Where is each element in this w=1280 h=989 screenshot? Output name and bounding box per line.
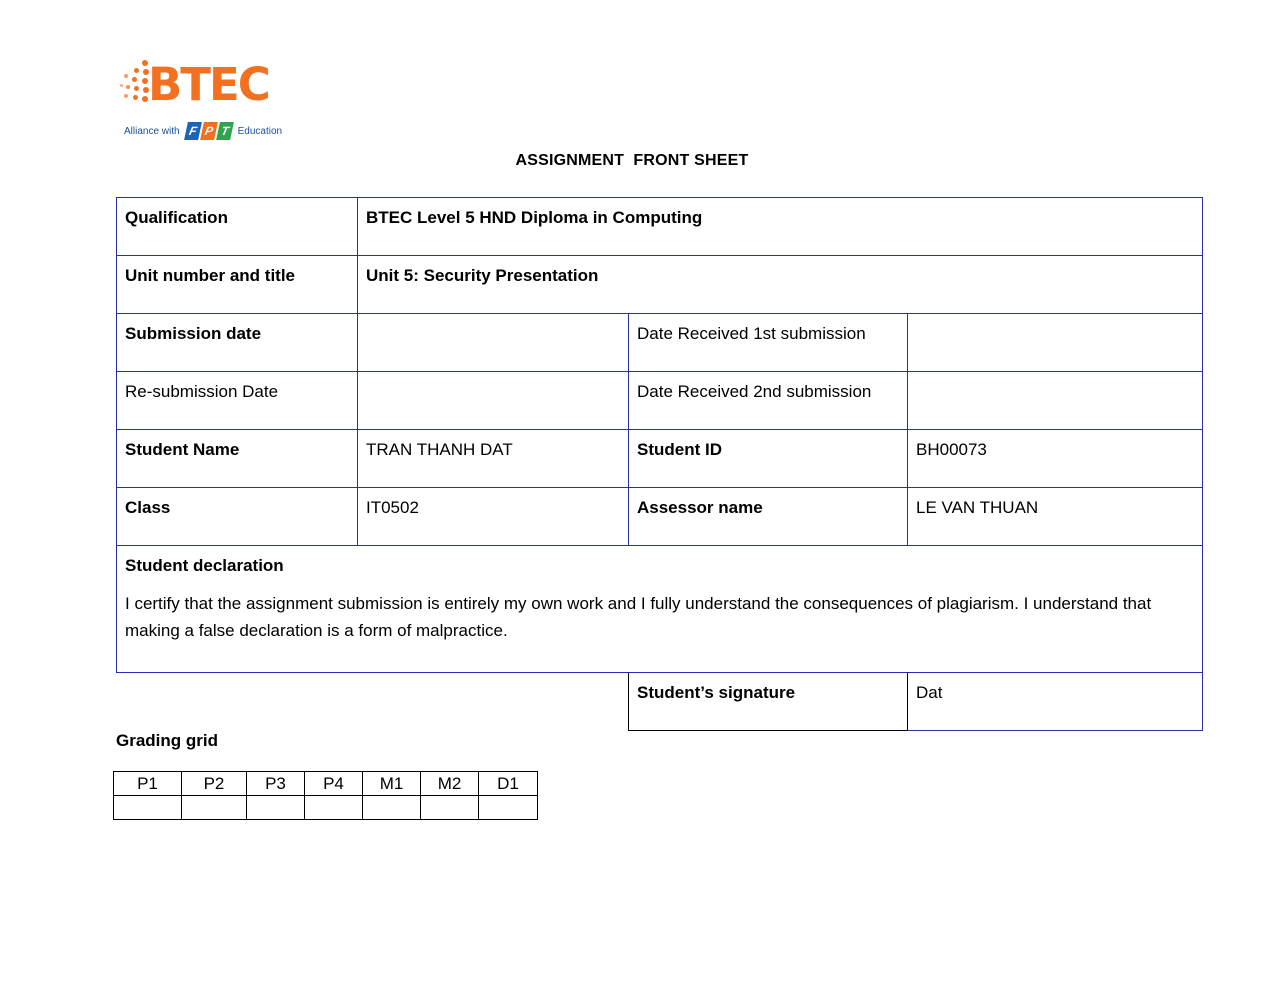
class-label: Class (117, 488, 358, 546)
grade-value-p4[interactable] (305, 796, 363, 820)
date-received-2-label: Date Received 2nd submission (629, 372, 908, 430)
grading-grid (113, 771, 538, 820)
grading-header-row (114, 772, 538, 796)
alliance-text: Alliance with (124, 125, 180, 137)
logo-dots-icon (118, 60, 152, 106)
page-title: ASSIGNMENT FRONT SHEET (515, 152, 749, 169)
grade-value-p3[interactable] (247, 796, 305, 820)
row-qualification (117, 198, 1203, 256)
signature-label: Student’s signature (629, 673, 908, 731)
grade-header-p2: P2 (182, 772, 247, 796)
assessor-label: Assessor name (629, 488, 908, 546)
row-signature (117, 673, 1203, 731)
assessor-value[interactable]: LE VAN THUAN (908, 488, 1203, 546)
front-sheet-table (116, 197, 1203, 731)
grade-header-p1: P1 (114, 772, 182, 796)
grade-header-m1: M1 (363, 772, 421, 796)
btec-logo (118, 56, 288, 150)
unit-label: Unit number and title (117, 256, 358, 314)
declaration-text: I certify that the assignment submission is entirely my own work and I fully understand the consequences of plagiarism. I understand that making a false declaration is a form of malpractice. (125, 594, 1152, 640)
grade-header-m2: M2 (421, 772, 479, 796)
resubmission-label: Re-submission Date (117, 372, 358, 430)
logo-alliance (124, 122, 282, 140)
fpt-letter-f: F (184, 122, 202, 140)
grade-header-d1: D1 (479, 772, 538, 796)
grade-value-m1[interactable] (363, 796, 421, 820)
resubmission-value[interactable] (358, 372, 629, 430)
signature-spacer (117, 673, 629, 731)
submission-date-label: Submission date (117, 314, 358, 372)
grading-value-row (114, 796, 538, 820)
qualification-label: Qualification (117, 198, 358, 256)
row-class (117, 488, 1203, 546)
fpt-letter-p: P (200, 122, 218, 140)
student-name-label: Student Name (117, 430, 358, 488)
grade-value-p2[interactable] (182, 796, 247, 820)
submission-date-value[interactable] (358, 314, 629, 372)
student-id-label: Student ID (629, 430, 908, 488)
grade-header-p3: P3 (247, 772, 305, 796)
row-resubmission (117, 372, 1203, 430)
row-student (117, 430, 1203, 488)
row-declaration (117, 546, 1203, 673)
student-name-value[interactable]: TRAN THANH DAT (358, 430, 629, 488)
declaration-title: Student declaration (125, 556, 284, 575)
grade-header-p4: P4 (305, 772, 363, 796)
grading-grid-label: Grading grid (116, 731, 218, 750)
class-value[interactable]: IT0502 (358, 488, 629, 546)
logo-brand: BTEC (148, 58, 269, 111)
fpt-logo (186, 122, 232, 140)
date-received-1-label: Date Received 1st submission (629, 314, 908, 372)
signature-value[interactable]: Dat (908, 673, 1203, 731)
fpt-letter-t: T (216, 122, 234, 140)
grade-value-d1[interactable] (479, 796, 538, 820)
student-id-value[interactable]: BH00073 (908, 430, 1203, 488)
row-unit (117, 256, 1203, 314)
grade-value-p1[interactable] (114, 796, 182, 820)
unit-value: Unit 5: Security Presentation (358, 256, 1203, 314)
declaration-cell (117, 546, 1203, 673)
row-submission (117, 314, 1203, 372)
grade-value-m2[interactable] (421, 796, 479, 820)
date-received-2-value[interactable] (908, 372, 1203, 430)
education-text: Education (237, 125, 283, 137)
qualification-value: BTEC Level 5 HND Diploma in Computing (358, 198, 1203, 256)
date-received-1-value[interactable] (908, 314, 1203, 372)
